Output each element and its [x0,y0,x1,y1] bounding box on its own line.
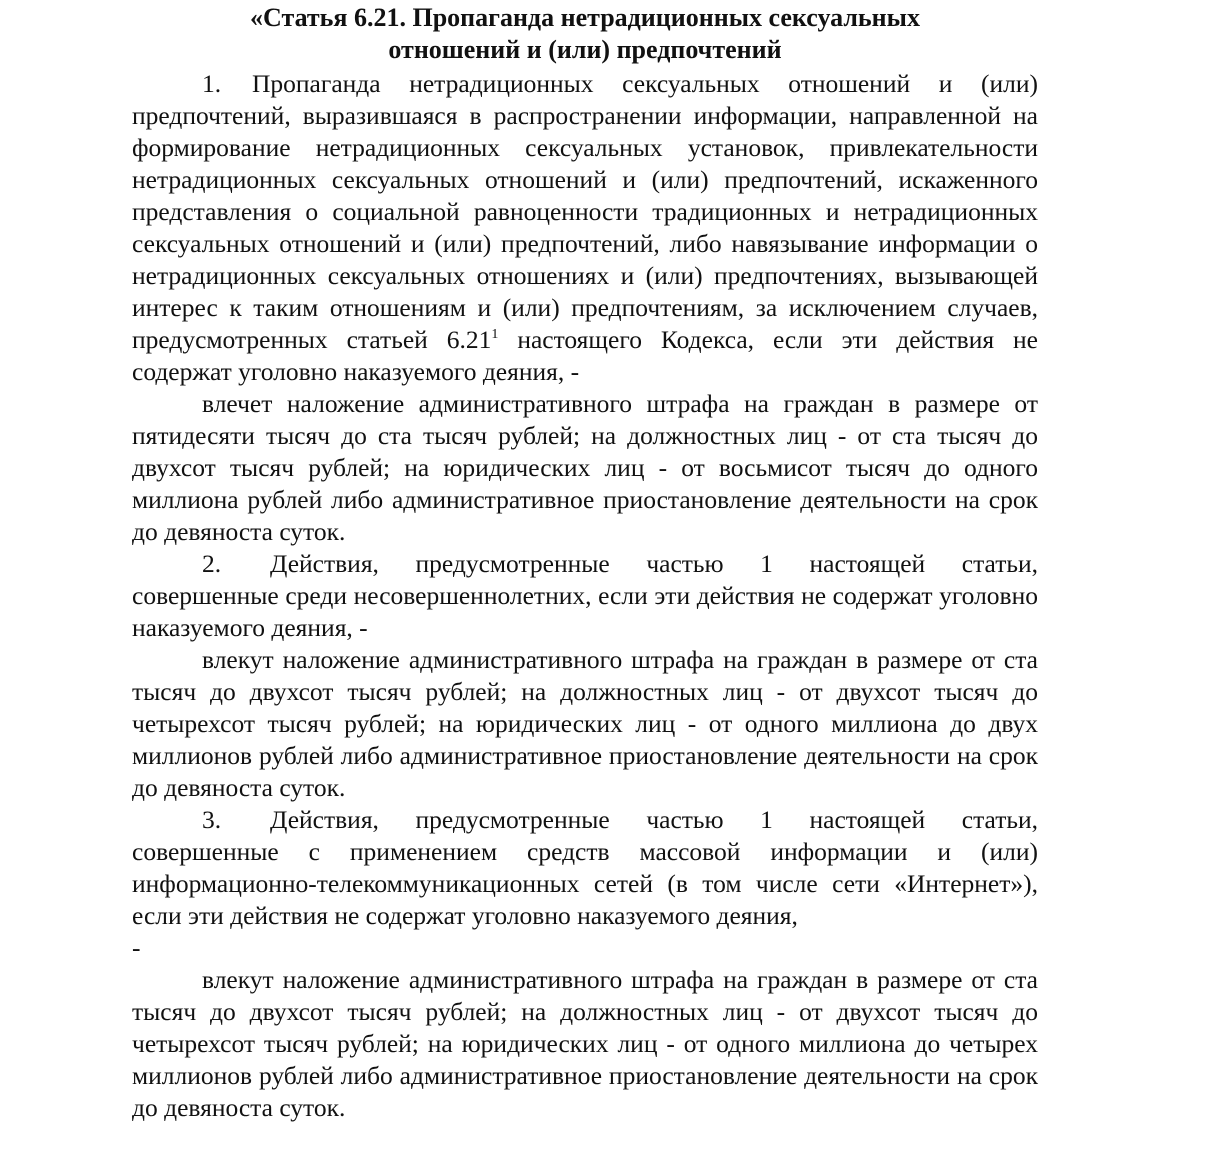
part-2-penalty: влекут наложение административного штрафа на граждан в размере от ста тысяч до двухсот тысяч рублей; на должностных лиц - от двухсот тысяч до четырехсот тысяч рублей; на юридических лиц - от одного миллиона до двух миллионов рублей либо административное приостановление деятельности на срок до девяноста суток. [132,645,1038,802]
part-1-body-end: настоящего Кодекса, если эти действия не содержат уголовно наказуемого деяния, - [132,325,1038,386]
part-2-number: 2. [202,549,222,578]
article-title [132,2,1038,66]
article-title-line-1: «Статья 6.21. Пропаганда нетрадиционных сексуальных [250,3,920,32]
part-2-body: Действия, предусмотренные частью 1 настоящей статьи, совершенные среди несовершеннолетних, если эти действия не содержат уголовно наказуемого деяния, - [132,549,1038,642]
part-3-body: Действия, предусмотренные частью 1 настоящей статьи, совершенные с применением средств массовой информации и (или) информационно-телекоммуникационных сетей (в том числе сети «Интернет»), если эти действия не содержат уголовно наказуемого деяния, [132,805,1038,930]
document-page [132,0,1038,1124]
part-1-body: Пропаганда нетрадиционных сексуальных отношений и (или) предпочтений, выразившаяся в распространении информации, направленной на формирование нетрадиционных сексуальных установок, привлекательности нетрадиционных сексуальных отношений и (или) предпочтений, искаженного представления о социальной равноценности традиционных и нетрадиционных сексуальных отношений и (или) предпочтений, либо навязывание информации о нетрадиционных сексуальных отношениях и (или) предпочтениях, вызывающей интерес к таким отношениям и (или) предпочтениям, за исключением случаев, предусмотренных статьей 6.21 [132,69,1038,354]
part-3-text [132,804,1038,932]
part-1-number: 1. [202,69,222,98]
part-2-text [132,548,1038,644]
part-1-penalty: влечет наложение административного штрафа на граждан в размере от пятидесяти тысяч до ста тысяч рублей; на должностных лиц - от ста тысяч до двухсот тысяч рублей; на юридических лиц - от восьмисот тысяч до одного миллиона рублей либо административное приостановление деятельности на срок до девяноста суток. [132,389,1038,546]
part-1-reference-superscript: 1 [491,327,499,342]
article-title-line-2: отношений и (или) предпочтений [388,35,782,64]
part-3-dash: - [132,933,141,962]
part-1-text [132,68,1038,388]
part-3-penalty: влекут наложение административного штрафа на граждан в размере от ста тысяч до двухсот тысяч рублей; на должностных лиц - от двухсот тысяч до четырехсот тысяч рублей; на юридических лиц - от одного миллиона до четырех миллионов рублей либо административное приостановление деятельности на срок до девяноста суток. [132,965,1038,1122]
part-3-number: 3. [202,805,222,834]
